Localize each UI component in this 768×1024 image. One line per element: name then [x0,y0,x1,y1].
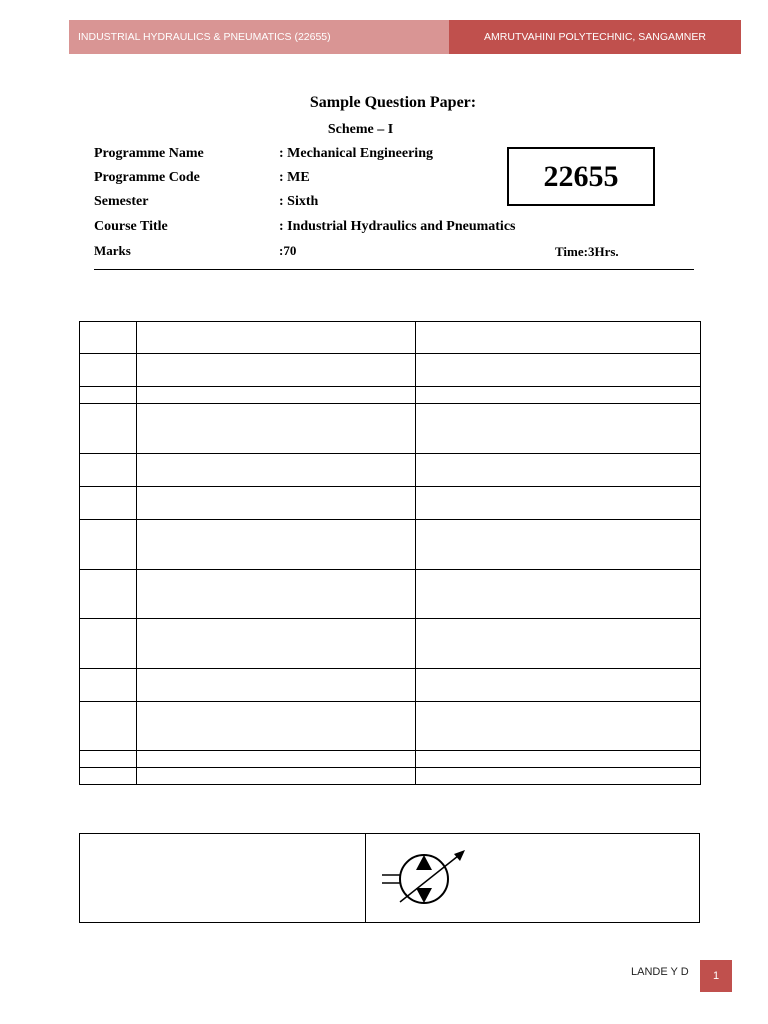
variable-displacement-pump-symbol-icon [380,848,470,906]
semester-value: : Sixth [279,194,319,209]
course-title-value: : Industrial Hydraulics and Pneumatics [279,219,516,234]
table-row [80,454,701,487]
table-row [80,520,701,570]
course-title-label: Course Title [94,219,168,234]
table-row [80,751,701,768]
exam-duration: Time:3Hrs. [555,244,619,259]
programme-name-label: Programme Name [94,146,204,161]
course-code: 22655 [543,159,619,193]
symbol-table-divider [365,834,366,922]
programme-code-value: : ME [279,170,310,185]
header-institute-name: AMRUTVAHINI POLYTECHNIC, SANGAMNER [484,31,706,43]
marks-label: Marks [94,243,131,258]
table-row [80,322,701,354]
footer-author: LANDE Y D [631,966,689,978]
course-code-box [507,147,655,206]
marks-value: :70 [279,243,297,258]
table-row [80,487,701,520]
semester-label: Semester [94,194,149,209]
header-institute-banner [449,20,741,54]
programme-code-label: Programme Code [94,170,200,185]
page-number-badge [700,960,732,992]
paper-scheme: Scheme – I [327,122,394,137]
table-row [80,669,701,702]
table-row [80,404,701,454]
question-table [79,321,701,785]
paper-title: Sample Question Paper: [309,94,477,111]
table-row [80,619,701,669]
table-row [80,768,701,785]
header-course-banner [69,20,449,54]
header-course-title: INDUSTRIAL HYDRAULICS & PNEUMATICS (22655) [78,31,331,43]
programme-name-value: : Mechanical Engineering [279,146,433,161]
header-divider [94,269,694,270]
table-row [80,387,701,404]
table-row [80,702,701,751]
table-row [80,354,701,387]
table-row [80,570,701,619]
page-number: 1 [712,970,720,982]
